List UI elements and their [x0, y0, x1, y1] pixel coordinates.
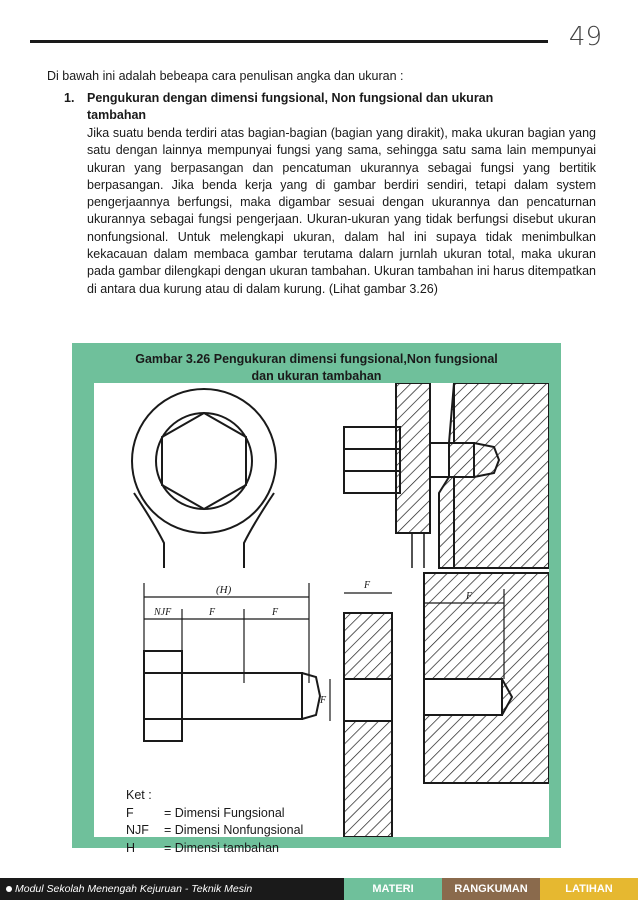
legend-key: F — [126, 805, 134, 820]
footer-module-label — [0, 878, 344, 900]
legend-row — [126, 822, 303, 840]
tab-materi[interactable]: MATERI — [344, 878, 442, 900]
legend-title: Ket : — [126, 788, 152, 802]
legend-row — [126, 805, 303, 823]
legend — [126, 787, 303, 857]
section-title-line2: tambahan — [87, 108, 147, 122]
section-number-spacer — [64, 107, 87, 124]
tab-rangkuman[interactable]: RANGKUMAN — [442, 878, 540, 900]
hatched-block-bottom — [424, 573, 549, 783]
section-body: Jika suatu benda terdiri atas bagian-bagian (bagian yang dirakit), maka ukuran bagian yang satu dengan lainnya mempunyai fungsi yang sama, sehingga satu sama lain mempunyai ukuran yang berpasangan dan pencatuman ukurannya sebagai fungsi yang bertitik berpasangan. Jika benda kerja yang di gambar berdiri sendiri, tetapi dalam system pengerjaannya berfungsi, maka digambar sesuai dengan ukurannya dan pencaturnan ukurannya sebagai fungsi pengerjaan. Ukuran-ukuran yang tidak berfungsi disebut ukuran nonfungsional. Untuk melengkapi ukuran, dalam hal ini supaya tidak menimbulkan kekacauan dalam membaca gambar terutama dalarn jurnlah ukuran total, maka ukuran pada gambar dilengkapi dengan ukuran tambahan. Ukuran tambahan ini harus ditempatkan di antara dua kurung atau di dalam kurung. (Lihat gambar 3.26) — [87, 126, 596, 296]
technical-drawing — [94, 383, 549, 855]
legend-value: = Dimensi Fungsional — [164, 805, 285, 820]
dim-label-f-side: F — [320, 695, 327, 706]
legend-key: NJF — [126, 823, 149, 837]
legend-value: = Dimensi tambahan — [164, 840, 279, 855]
bolt-top-view — [132, 389, 276, 568]
figure-caption — [72, 351, 561, 385]
legend-value: = Dimensi Nonfungsional — [164, 823, 304, 837]
figure-3-26 — [72, 343, 561, 855]
legend-row — [126, 840, 303, 858]
dim-label-f-top: F — [364, 580, 371, 591]
dim-label-f1: F — [209, 607, 216, 618]
header-rule — [30, 40, 548, 43]
dim-label-h: (H) — [216, 584, 232, 596]
tab-latihan[interactable]: LATIHAN — [540, 878, 638, 900]
figure-caption-line1: Gambar 3.26 Pengukuran dimensi fungsional,Non fungsional — [135, 352, 498, 366]
intro-text: Di bawah ini adalah bebeapa cara penulisan angka dan ukuran : — [47, 69, 404, 83]
module-label: Modul Sekolah Menengah Kejuruan - Teknik Mesin — [15, 883, 253, 895]
section-1 — [64, 90, 596, 298]
dim-label-f-right: F — [466, 591, 473, 602]
section-title-line1: Pengukuran dengan dimensi fungsional, Non fungsional dan ukuran — [87, 91, 494, 105]
hatched-block-top — [439, 383, 549, 568]
footer — [0, 878, 638, 900]
legend-key: H — [126, 840, 136, 855]
dim-label-njf: NJF — [154, 607, 172, 618]
dim-label-f2: F — [272, 607, 279, 618]
section-number: 1. — [64, 91, 75, 105]
figure-caption-line2: dan ukuran tambahan — [251, 369, 382, 383]
page-number: 49 — [568, 22, 602, 52]
hatched-plate-bottom — [330, 593, 392, 837]
section-title-row2 — [64, 107, 596, 124]
bullet-icon — [6, 886, 12, 892]
section-title — [64, 90, 596, 107]
